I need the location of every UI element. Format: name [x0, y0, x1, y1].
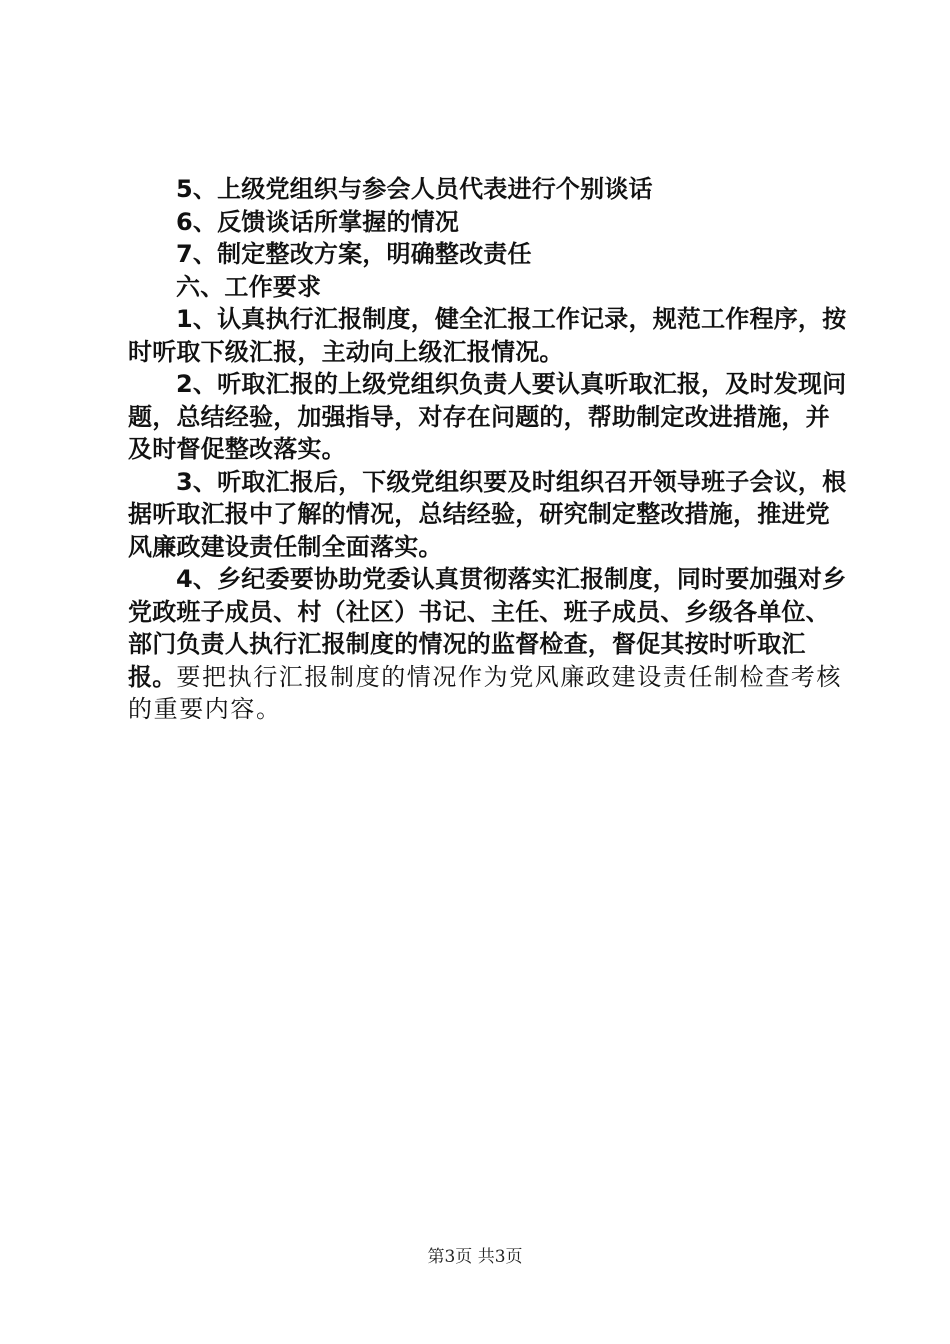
paragraph-text-light: 要把执行汇报制度的情况作为党风廉政建设责任制检查考核的重要内容。	[128, 662, 843, 723]
requirement-paragraph-2	[128, 368, 848, 466]
paragraph-item-7	[128, 238, 848, 271]
paragraph-text: 1、认真执行汇报制度，健全汇报工作记录，规范工作程序，按时听取下级汇报，主动向上级汇报情况。	[128, 305, 847, 366]
paragraph-text: 4、乡纪委要协助党委认真贯彻落实汇报制度，同时要加强对乡党政班子成员、村（社区）书记、主任、班子成员、乡级各单位、部门负责人执行汇报制度的情况的监督检查，督促其按时听取汇报。	[128, 565, 847, 691]
requirement-paragraph-3	[128, 466, 848, 564]
requirement-paragraph-1	[128, 303, 848, 368]
section-heading-text: 六、工作要求	[176, 272, 322, 301]
paragraph-text: 5、上级党组织与参会人员代表进行个别谈话	[176, 175, 653, 203]
paragraph-text: 3、听取汇报后，下级党组织要及时组织召开领导班子会议，根据听取汇报中了解的情况，总结经验，研究制定整改措施，推进党风廉政建设责任制全面落实。	[128, 467, 847, 561]
section-heading-work-requirements	[128, 271, 848, 304]
requirement-paragraph-4	[128, 563, 848, 726]
paragraph-text: 6、反馈谈话所掌握的情况	[176, 207, 460, 236]
page-number-footer: 第3页 共3页	[427, 1247, 523, 1267]
paragraph-item-5	[128, 173, 848, 206]
document-body	[128, 173, 848, 726]
paragraph-text: 2、听取汇报的上级党组织负责人要认真听取汇报，及时发现问题，总结经验，加强指导，对存在问题的，帮助制定改进措施，并及时督促整改落实。	[128, 370, 847, 463]
paragraph-text: 7、制定整改方案，明确整改责任	[176, 240, 532, 268]
paragraph-item-6	[128, 206, 848, 239]
